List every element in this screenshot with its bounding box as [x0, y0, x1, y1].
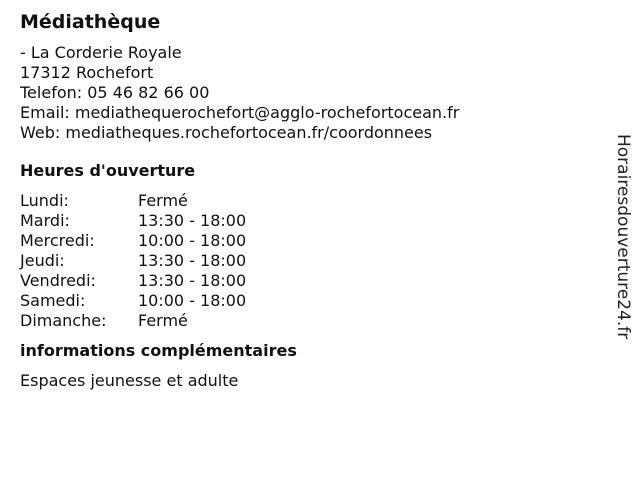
hours-row-wednesday	[20, 231, 600, 251]
hours-row-tuesday	[20, 211, 600, 231]
email-line: Email: mediathequerochefort@agglo-rochefortocean.fr	[20, 103, 460, 122]
hours-row-thursday	[20, 251, 600, 271]
hours-time: 13:30 - 18:00	[138, 271, 247, 290]
additional-info-heading: informations complémentaires	[20, 341, 297, 360]
hours-day: Vendredi:	[20, 271, 96, 290]
hours-time: Fermé	[138, 311, 188, 330]
hours-time: 13:30 - 18:00	[138, 211, 247, 230]
hours-time: 10:00 - 18:00	[138, 291, 247, 310]
address-block	[20, 43, 600, 143]
phone-line: Telefon: 05 46 82 66 00	[20, 83, 210, 102]
street-line: - La Corderie Royale	[20, 43, 182, 62]
hours-time: 10:00 - 18:00	[138, 231, 247, 250]
opening-hours-table	[20, 191, 600, 331]
hours-row-sunday	[20, 311, 600, 331]
additional-info-text: Espaces jeunesse et adulte	[20, 371, 239, 390]
place-card	[20, 10, 600, 391]
hours-time: 13:30 - 18:00	[138, 251, 247, 270]
hours-day: Mercredi:	[20, 231, 95, 250]
hours-row-monday	[20, 191, 600, 211]
hours-day: Dimanche:	[20, 311, 107, 330]
web-line: Web: mediatheques.rochefortocean.fr/coordonnees	[20, 123, 433, 142]
hours-time: Fermé	[138, 191, 188, 210]
place-title: Médiathèque	[20, 11, 161, 33]
hours-row-friday	[20, 271, 600, 291]
city-line: 17312 Rochefort	[20, 63, 154, 82]
hours-day: Jeudi:	[20, 251, 65, 270]
hours-row-saturday	[20, 291, 600, 311]
opening-hours-heading: Heures d'ouverture	[20, 161, 196, 180]
hours-day: Lundi:	[20, 191, 69, 210]
site-watermark: Horairesdouverture24.fr	[613, 134, 633, 340]
hours-day: Mardi:	[20, 211, 70, 230]
hours-day: Samedi:	[20, 291, 86, 310]
